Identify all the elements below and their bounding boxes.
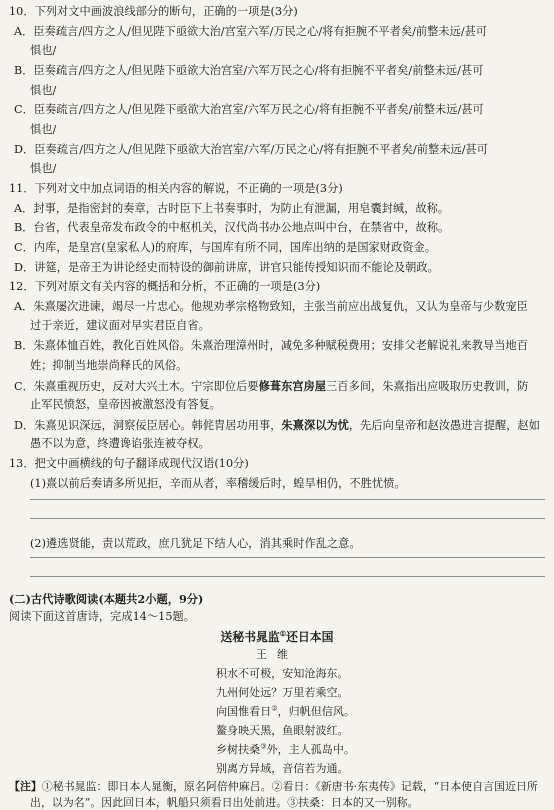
answer-line-1[interactable]	[30, 499, 545, 500]
q12-c-text-post: 三百多间，朱熹指出应吸取历史教训，防	[326, 380, 529, 393]
q12-option-d	[14, 418, 540, 433]
notes-line-1: ①秘书晁监：即日本人晁衡，原名阿倍仲麻吕。②看日：《新唐书·东夷传》记载，“日本使自言国近日所	[41, 780, 538, 793]
q12-option-c	[14, 379, 528, 394]
poem-line-3-mid: ，归	[277, 705, 300, 718]
section-heading: (二)古代诗歌阅读(本题共2小题，9分)	[9, 592, 204, 606]
q11-option-c: C．内库，是皇宫(皇家私人)的府库，与国库有所不同，国库出纳的是国家财政资金。	[14, 241, 436, 254]
q10-option-c-cont: 惧也/	[30, 123, 57, 136]
footnote-marker-3: ③	[260, 742, 267, 751]
poem-title-text: 送秘书晁监	[220, 630, 280, 644]
q12-option-d-cont: 愚不以为意，终遭谗谄张连被夺权。	[30, 437, 210, 450]
poem-line-5b: 外，主人孤岛中。	[266, 743, 355, 756]
q13-sentence-1: (1)熹以前后奏请多所见拒，辛而从者，率稽缓后时，蝗旱相仍，不胜忧愤。	[30, 477, 406, 490]
answer-line-4[interactable]	[30, 576, 545, 577]
q10-option-d: D．臣奏疏言/四方之人/但见陛下亟欲大治宫室/六军/万民之心/将有拒腕不平者矣/前整未远/甚可	[14, 143, 489, 156]
poem-line-3	[216, 705, 355, 719]
q10-stem: 10．下列对文中画波浪线部分的断句，正确的一项是(3分)	[9, 5, 298, 18]
q12-d-emphasis: 朱熹深以为忧	[281, 418, 349, 432]
poem-title-post: 还日本国	[286, 630, 334, 644]
q12-option-c-cont: 止军民愤怒，皇帝因被激怒没有答复。	[30, 398, 222, 411]
q10-option-b-cont: 惧也/	[30, 84, 57, 97]
notes	[9, 780, 538, 794]
poem-line-5a: 乡树扶桑	[216, 743, 261, 756]
q12-option-a-cont: 过于亲近，建议面对早实君臣自省。	[30, 319, 210, 332]
q12-d-text: D．朱熹见识深远，洞察佞臣居心。韩侂胄居功用事，	[14, 419, 282, 432]
poem-line-4: 鳌身映天黑，鱼眼射波红。	[216, 724, 349, 737]
poem-title	[0, 630, 554, 644]
q10-option-d-cont: 惧也/	[30, 162, 57, 175]
q13-stem: 13．把文中画横线的句子翻译成现代汉语(10分)	[9, 457, 249, 470]
q11-option-d: D．讲筵，是帝王为讲论经史而特设的御前讲席，讲官只能传授知识而不能论及朝政。	[14, 261, 439, 274]
poem-line-1: 积水不可极，安知沧海东。	[216, 667, 349, 680]
poem-line-2: 九州何处远？万里若乘空。	[216, 686, 349, 699]
poem-author: 王维	[256, 648, 298, 661]
notes-label: 【注】	[9, 780, 42, 793]
q12-d-text-post: ，先后向皇帝和赵汝愚进言提醒，赵如	[348, 419, 540, 432]
footnote-marker-1: ①	[279, 629, 287, 639]
notes-line-2: 出，以为名”。因此回日本，帆船只须看日出处前进。③扶桑：日本的又一别称。	[30, 796, 419, 809]
q10-option-c: C．臣奏疏言/四方之人/但见陛下亟欲大治宫室/六军万民之心/将有拒腕不平者矣/前整未远/甚可	[14, 103, 484, 116]
poem-line-5	[216, 743, 355, 757]
q11-stem: 11．下列对文中加点词语的相关内容的解说，不正确的一项是(3分)	[9, 182, 343, 195]
answer-line-3[interactable]	[30, 557, 545, 558]
q12-c-emphasis: 修葺东宫房屋	[258, 379, 327, 393]
section-intro: 阅读下面这首唐诗，完成14～15题。	[9, 610, 195, 623]
q12-option-b: B．朱熹体恤百姓，教化百姓风俗。朱熹治理漳州时，减免多种赋税费用；安排父老解说礼来教导当地百	[14, 339, 528, 352]
q12-stem: 12．下列对原文有关内容的概括和分析，不正确的一项是(3分)	[9, 280, 321, 293]
q11-option-b: B．台省，代表皇帝发布政令的中枢机关，汉代尚书办公地点叫中台，在禁省中，故称。	[14, 221, 450, 234]
poem-line-6: 别离方异域，音信若为通。	[216, 762, 349, 775]
poem-line-3b: 帆但信风。	[299, 705, 355, 718]
q12-option-b-cont: 姓；抑制当地崇尚释氏的风俗。	[30, 359, 188, 372]
q12-option-a: A．朱熹屡次进谏，竭尽一片忠心。他规劝孝宗格物致知，主张当前应出战复仇，又认为皇帝与少数宠臣	[14, 300, 528, 313]
answer-line-2[interactable]	[30, 518, 545, 519]
q10-option-b: B．臣奏疏言/四方之人/但见陛下亟欲大治宫室/六军万民之心/将有拒腕不平者矣/前整未远/甚可	[14, 64, 484, 77]
q12-c-text: C．朱熹重视历史，反对大兴土木。宁宗即位后要	[14, 380, 259, 393]
q10-option-a: A．臣奏疏言/四方之人/但见陛下亟欲大治/宫室六军/万民之心/将有拒腕不平者矣/前整未远/甚可	[14, 25, 488, 38]
q11-option-a: A．封事，是指密封的奏章，古时臣下上书奏事时，为防止有泄漏，用皂囊封缄，故称。	[14, 202, 450, 215]
q10-option-a-cont: 惧也/	[30, 44, 57, 57]
poem-line-3a: 向国惟看日	[216, 705, 272, 718]
q13-sentence-2: (2)遴选贤能，责以荒政，庶几犹足下结人心，消其乘时作乱之意。	[30, 537, 361, 550]
footnote-marker-2: ②	[271, 704, 278, 713]
